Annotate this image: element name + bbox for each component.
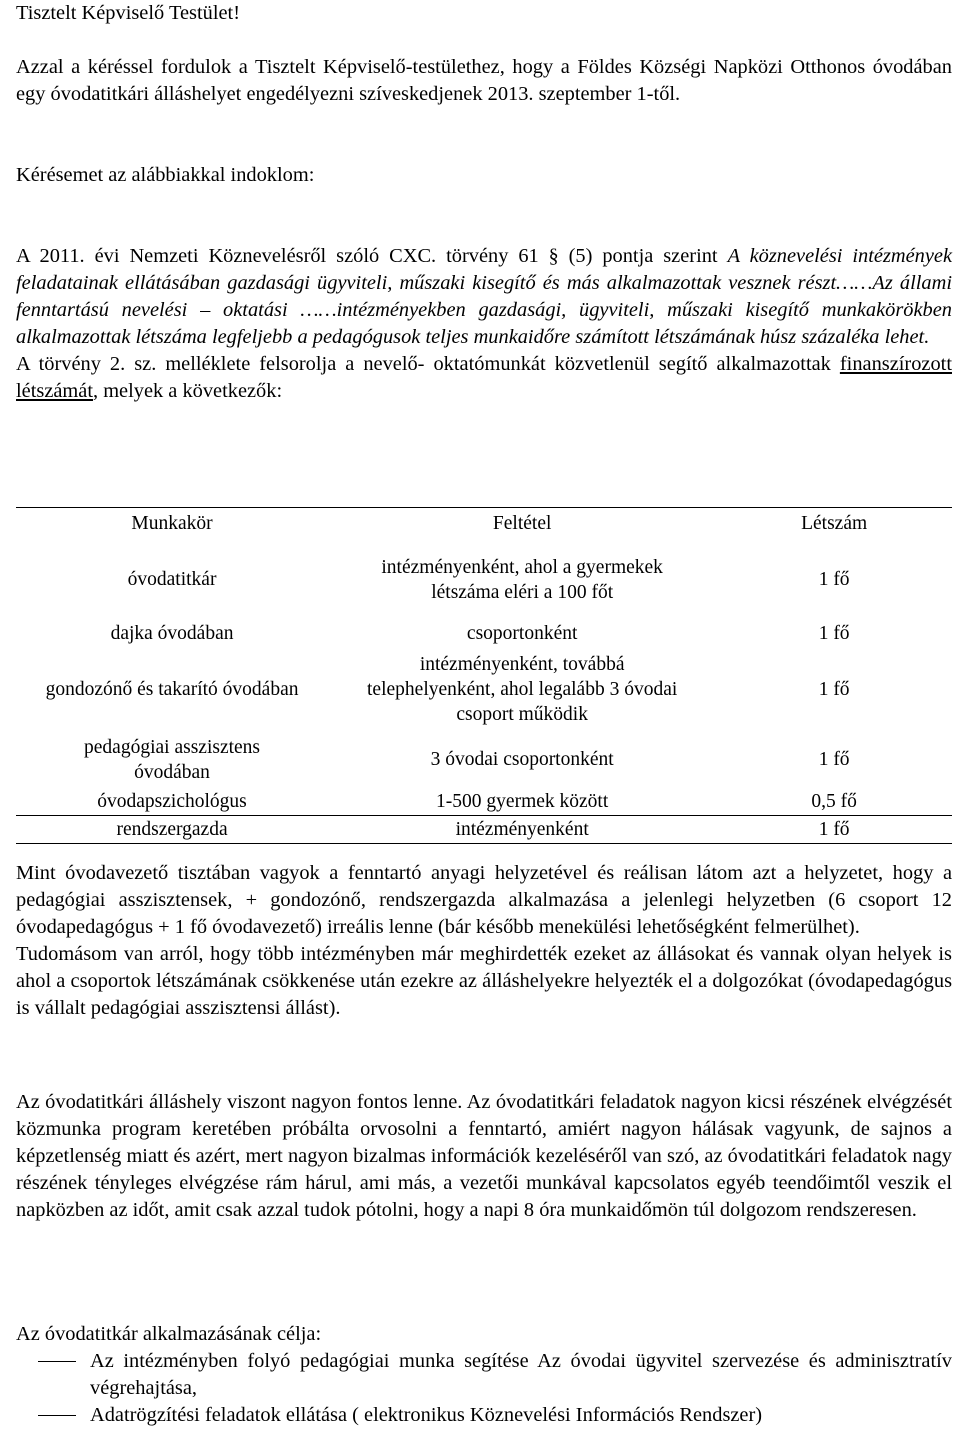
law-lead-after: (5) pontja szerint [568, 245, 718, 267]
table-header-cell: Munkakör [16, 508, 328, 540]
table-cell: 1 fő [818, 679, 850, 700]
list-item-text: Az intézményben folyó pedagógiai munka segítése Az óvodai ügyvitel szervezése és adminisztratív végrehajtása, [90, 1350, 952, 1399]
greeting: Tisztelt Képviselő Testület! [16, 2, 240, 24]
table-cell: 1 fő [818, 623, 850, 644]
table-row [16, 816, 952, 844]
table-cell: 1 fő [818, 749, 850, 770]
leader-paragraph-2: Tudomásom van arról, hogy több intézményben már meghirdették ezeket az állásokat és vannak olyan helyek is ahol a csoportok létszámának csökkenése után ezekre az álláshelyekre helyezték el a dolgozókat (óvodapedagógus is vállalt pedagógiai asszisztensi állást). [16, 943, 952, 1019]
law-annex-before: A törvény 2. sz. melléklete felsorolja a nevelő- oktatómunkát közvetlenül segítő alkalmazottak [16, 353, 831, 375]
table-cell: óvodapszichológus [16, 788, 328, 816]
table-row [16, 788, 952, 816]
table-cell: intézményenként, ahol a gyermekek létszáma eléri a 100 főt [381, 556, 663, 603]
table-cell: rendszergazda [16, 816, 328, 844]
table-cell: intézményenként [328, 816, 716, 844]
table-cell: óvodatitkár [127, 569, 217, 590]
table-header-row [16, 508, 952, 540]
table-cell: pedagógiai asszisztens óvodában [84, 736, 261, 783]
importance-paragraph: Az óvodatitkári álláshely viszont nagyon fontos lenne. Az óvodatitkári feladatok nagyon kicsi részének elvégzését közmunka program keretében próbálta orvosolni a fenntartó, amiért nagyon hálásak vagyunk, de sajnos a képzetlenség miatt és azért, mert nagyon bizalmas információk kezeléséről van szó, az óvodatitkári feladatok nagy részének tényleges elvégzése rám hárul, ami más, a vezetői munkával kapcsolatos egyéb teendőimtől veszik el napközben az időt, amit csak azzal tudok pótolni, hogy a napi 8 óra munkaidőmön túl dolgozom rendszeresen. [16, 1091, 952, 1221]
goal-title: Az óvodatitkár alkalmazásának célja: [16, 1323, 322, 1345]
list-item [16, 1402, 952, 1429]
table-cell: csoportonként [466, 623, 578, 644]
table-cell: 1 fő [716, 816, 952, 844]
table-header-cell: Feltétel [328, 508, 716, 540]
reasons-intro: Kérésemet az alábbiakkal indoklom: [16, 164, 315, 186]
law-quote: A köznevelési intézmények feladatainak ellátásában gazdasági ügyviteli, műszaki kisegítő és más alkalmazottak vesznek részt……Az állami fenntartású nevelési – oktatási ……intézményekben gazdasági, ügyviteli, műszaki kisegítő munkakörökben alkalmazottak létszáma legfeljebb a pedagógusok teljes munkaidőre számított létszámának húsz százaléka lehet. [16, 245, 953, 348]
list-item-text: Adatrögzítési feladatok ellátása ( elektronikus Köznevelési Információs Rendszer) [90, 1404, 763, 1426]
table-cell: dajka óvodában [110, 623, 234, 644]
leader-paragraph-1: Mint óvodavezető tisztában vagyok a fenntartó anyagi helyzetével és reálisan látom azt a helyzetet, hogy a pedagógiai asszisztensek, + gondozónő, rendszergazda alkalmazása a jelenlegi helyzetben (6 csoport 12 óvodapedagógus + 1 fő óvodavezető) irreális lenne (bár később menekülési lehetőségként felmerülhet). [16, 862, 952, 938]
intro-paragraph: Azzal a kéréssel fordulok a Tisztelt Képviselő-testülethez, hogy a Földes Községi Napközi Otthonos óvodában egy óvodatitkári álláshelyet engedélyezni szíveskedjenek 2013. szeptember 1-től. [16, 56, 952, 105]
table-header-cell: Létszám [716, 508, 952, 540]
dash-bullet-icon [38, 1361, 76, 1362]
table-cell: 0,5 fő [716, 788, 952, 816]
table-row [16, 732, 952, 788]
table-cell: 3 óvodai csoportonként [430, 749, 614, 770]
leader-section [16, 860, 952, 1022]
staff-table [16, 507, 952, 844]
table-cell: 1 fő [818, 569, 850, 590]
table-cell: intézményenként, továbbá telephelyenként, ahol legalább 3 óvodai csoport működik [367, 654, 678, 725]
section-sign: § [548, 245, 559, 267]
table-row [16, 540, 952, 620]
table-cell: 1-500 gyermek között [328, 788, 716, 816]
dash-bullet-icon [38, 1415, 76, 1416]
law-annex-underlined: finanszírozott létszámát [16, 353, 952, 402]
law-annex-after: , melyek a következők: [93, 380, 283, 402]
goal-list [16, 1348, 952, 1429]
table-row [16, 648, 952, 732]
law-paragraph [16, 243, 952, 405]
law-lead: A 2011. évi Nemzeti Köznevelésről szóló CXC. törvény 61 [16, 245, 539, 267]
table-cell: gondozónő és takarító óvodában [45, 679, 299, 700]
list-item [16, 1348, 952, 1402]
table-row [16, 620, 952, 648]
